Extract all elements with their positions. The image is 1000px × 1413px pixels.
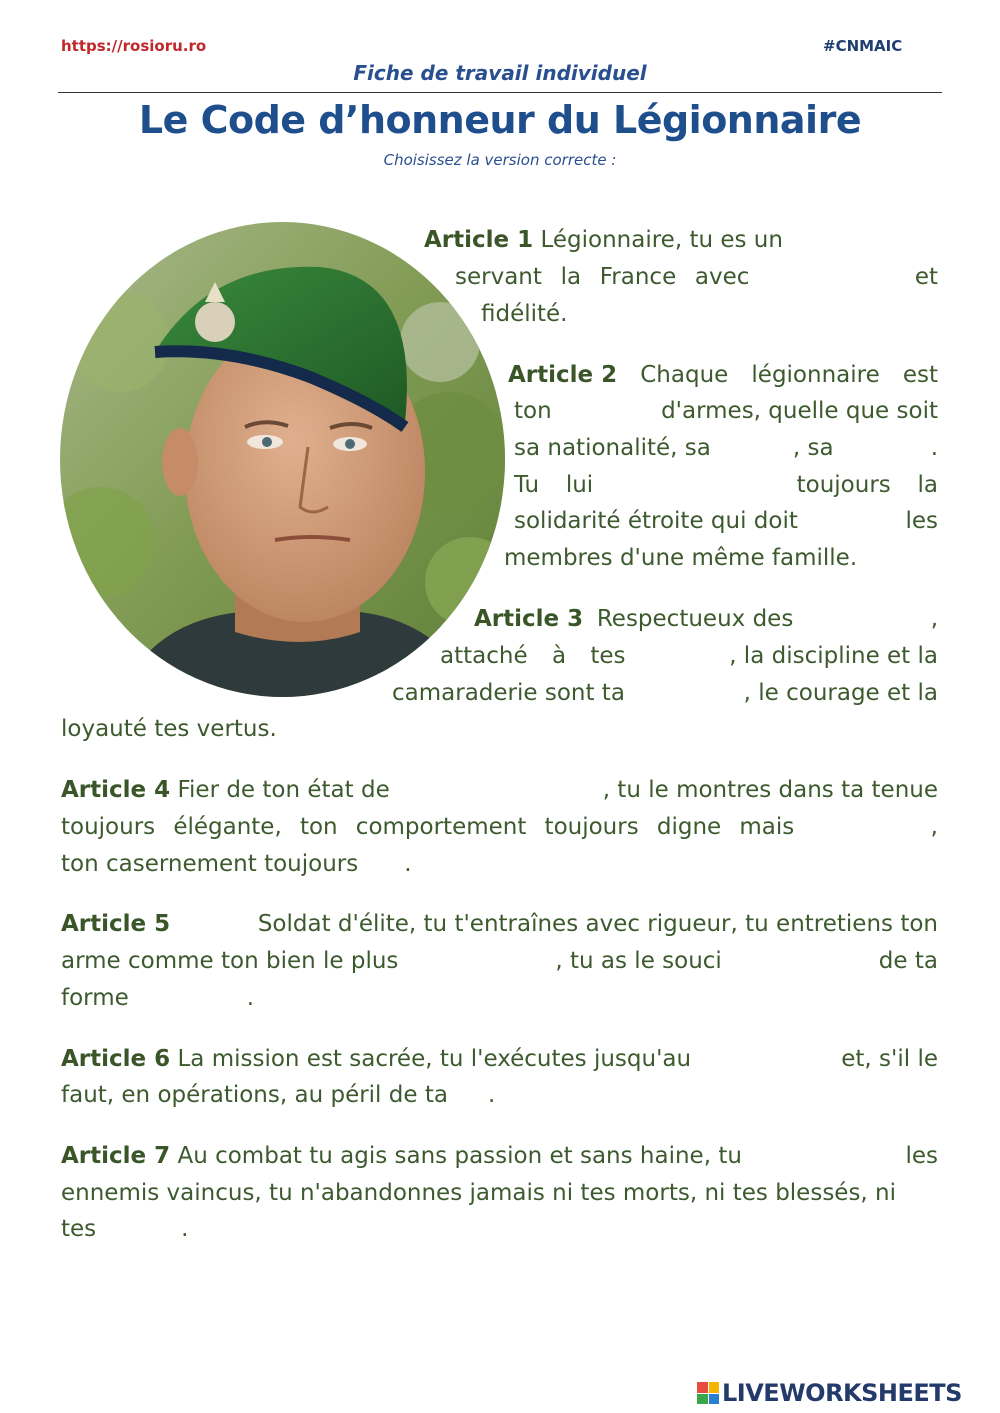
- word: camaraderie sont ta: [392, 680, 625, 706]
- legionnaire-portrait: [60, 222, 505, 697]
- answer-blank[interactable]: [431, 773, 561, 807]
- logo-text: LIVEWORKSHEETS: [722, 1379, 962, 1407]
- word: France: [599, 264, 677, 290]
- word: .: [404, 851, 412, 877]
- word: .: [181, 1216, 189, 1242]
- word: membres d'une même famille.: [504, 545, 858, 571]
- source-url[interactable]: https://rosioru.ro: [61, 37, 207, 55]
- worksheet-subtitle: Fiche de travail individuel: [353, 61, 647, 85]
- word: de ta: [878, 948, 938, 974]
- answer-blank[interactable]: [812, 810, 912, 844]
- word: les: [905, 508, 938, 534]
- article-7-line-3: [61, 1212, 188, 1246]
- word: sa nationalité, sa: [514, 435, 711, 461]
- word: forme: [61, 985, 129, 1011]
- word: à: [551, 643, 567, 669]
- word: d'armes, quelle que soit: [661, 398, 938, 424]
- word: mais: [739, 814, 795, 840]
- word: , tu as le souci: [555, 948, 722, 974]
- word: tes: [61, 1216, 97, 1242]
- article-6-label: Article 6: [61, 1046, 171, 1072]
- word: .: [246, 985, 255, 1011]
- word: La mission est sacrée, tu l'exécutes jusqu'au: [177, 1046, 692, 1072]
- word: comportement: [355, 814, 527, 840]
- article-4-line-1: [61, 773, 938, 807]
- article-7-label: Article 7: [61, 1143, 171, 1169]
- answer-blank[interactable]: [732, 431, 772, 465]
- word: solidarité étroite qui doit: [514, 508, 798, 534]
- article-3-label: Article 3: [474, 606, 584, 632]
- word: avec: [694, 264, 750, 290]
- answer-blank[interactable]: [736, 1042, 796, 1076]
- article-3-line-2: [440, 639, 938, 673]
- answer-blank[interactable]: [620, 468, 770, 502]
- word: Soldat d'élite, tu t'entraînes avec rigueur, tu entretiens ton: [257, 911, 938, 937]
- word: loyauté tes vertus.: [61, 716, 277, 742]
- word: ,: [930, 814, 938, 840]
- hashtag: #CNMAIC: [823, 37, 903, 55]
- article-3-line-4: [61, 712, 277, 746]
- word: arme comme ton bien le plus: [61, 948, 399, 974]
- article-6-line-2: [61, 1078, 495, 1112]
- answer-blank[interactable]: [807, 602, 917, 636]
- word: légionnaire: [751, 362, 880, 388]
- answer-blank[interactable]: [827, 504, 877, 538]
- word: , le courage et la: [743, 680, 938, 706]
- word: toujours: [544, 814, 639, 840]
- answer-blank[interactable]: [427, 944, 527, 978]
- article-1-line-2: [455, 260, 938, 294]
- word: digne: [656, 814, 722, 840]
- word: et: [914, 264, 938, 290]
- word: ton: [299, 814, 338, 840]
- article-2-line-5: [514, 504, 938, 538]
- article-3-line-1: [474, 602, 938, 636]
- answer-blank[interactable]: [571, 394, 641, 428]
- article-5-line-3: [61, 981, 254, 1015]
- article-1-line-1: [424, 223, 783, 257]
- article-1-text: Légionnaire, tu es un: [540, 227, 783, 253]
- word: .: [930, 435, 938, 461]
- word: tes: [590, 643, 626, 669]
- word: fidélité.: [481, 301, 568, 327]
- liveworksheets-logo[interactable]: [697, 1378, 997, 1408]
- answer-blank[interactable]: [650, 639, 705, 673]
- article-2-line-6: [504, 541, 857, 575]
- word: ennemis vaincus, tu n'abandonnes jamais ni tes morts, ni tes blessés, ni: [61, 1180, 897, 1206]
- word: les: [905, 1143, 938, 1169]
- word: Tu: [514, 472, 540, 498]
- word: Respectueux des: [596, 606, 794, 632]
- word: toujours: [61, 814, 156, 840]
- article-2-line-3: [514, 431, 938, 465]
- article-2-line-2: [514, 394, 938, 428]
- word: ton casernement toujours: [61, 851, 359, 877]
- word: Fier de ton état de: [177, 777, 390, 803]
- word: servant: [455, 264, 542, 290]
- word: , la discipline et la: [729, 643, 938, 669]
- word: attaché: [440, 643, 528, 669]
- word: Chaque: [640, 362, 729, 388]
- article-2-line-4: [514, 468, 938, 502]
- article-4-line-2: [61, 810, 938, 844]
- word: .: [487, 1082, 496, 1108]
- article-1-line-3: [481, 297, 568, 331]
- answer-blank[interactable]: [654, 676, 714, 710]
- word: ton: [514, 398, 552, 424]
- word: élégante,: [173, 814, 282, 840]
- article-5-line-1: [61, 907, 938, 941]
- article-1-label: Article 1: [424, 227, 534, 253]
- answer-blank[interactable]: [750, 944, 850, 978]
- article-5-line-2: [61, 944, 938, 978]
- word: , tu le montres dans ta tenue: [602, 777, 938, 803]
- word: est: [902, 362, 938, 388]
- answer-blank[interactable]: [855, 431, 910, 465]
- answer-blank[interactable]: [768, 260, 896, 294]
- article-4-line-3: [61, 847, 412, 881]
- article-7-line-1: [61, 1139, 938, 1173]
- instruction-text: Choisissez la version correcte :: [383, 151, 617, 169]
- article-7-line-2: [61, 1176, 938, 1210]
- word: toujours: [796, 472, 891, 498]
- article-2-label: Article 2: [508, 362, 618, 388]
- article-3-line-3: [392, 676, 938, 710]
- header-divider: [58, 92, 942, 93]
- article-4-label: Article 4: [61, 777, 171, 803]
- word: la: [917, 472, 938, 498]
- logo-mark-icon: [697, 1382, 719, 1404]
- answer-blank[interactable]: [769, 1139, 879, 1173]
- page-title: Le Code d’honneur du Légionnaire: [138, 98, 862, 142]
- word: Au combat tu agis sans passion et sans haine, tu: [177, 1143, 742, 1169]
- word: la: [560, 264, 582, 290]
- article-6-line-1: [61, 1042, 938, 1076]
- word: ,: [930, 606, 938, 632]
- word: lui: [565, 472, 594, 498]
- article-5-label: Article 5: [61, 911, 171, 937]
- word: et, s'il le: [841, 1046, 938, 1072]
- article-2-line-1: [508, 358, 938, 392]
- word: faut, en opérations, au péril de ta: [61, 1082, 448, 1108]
- word: , sa: [792, 435, 834, 461]
